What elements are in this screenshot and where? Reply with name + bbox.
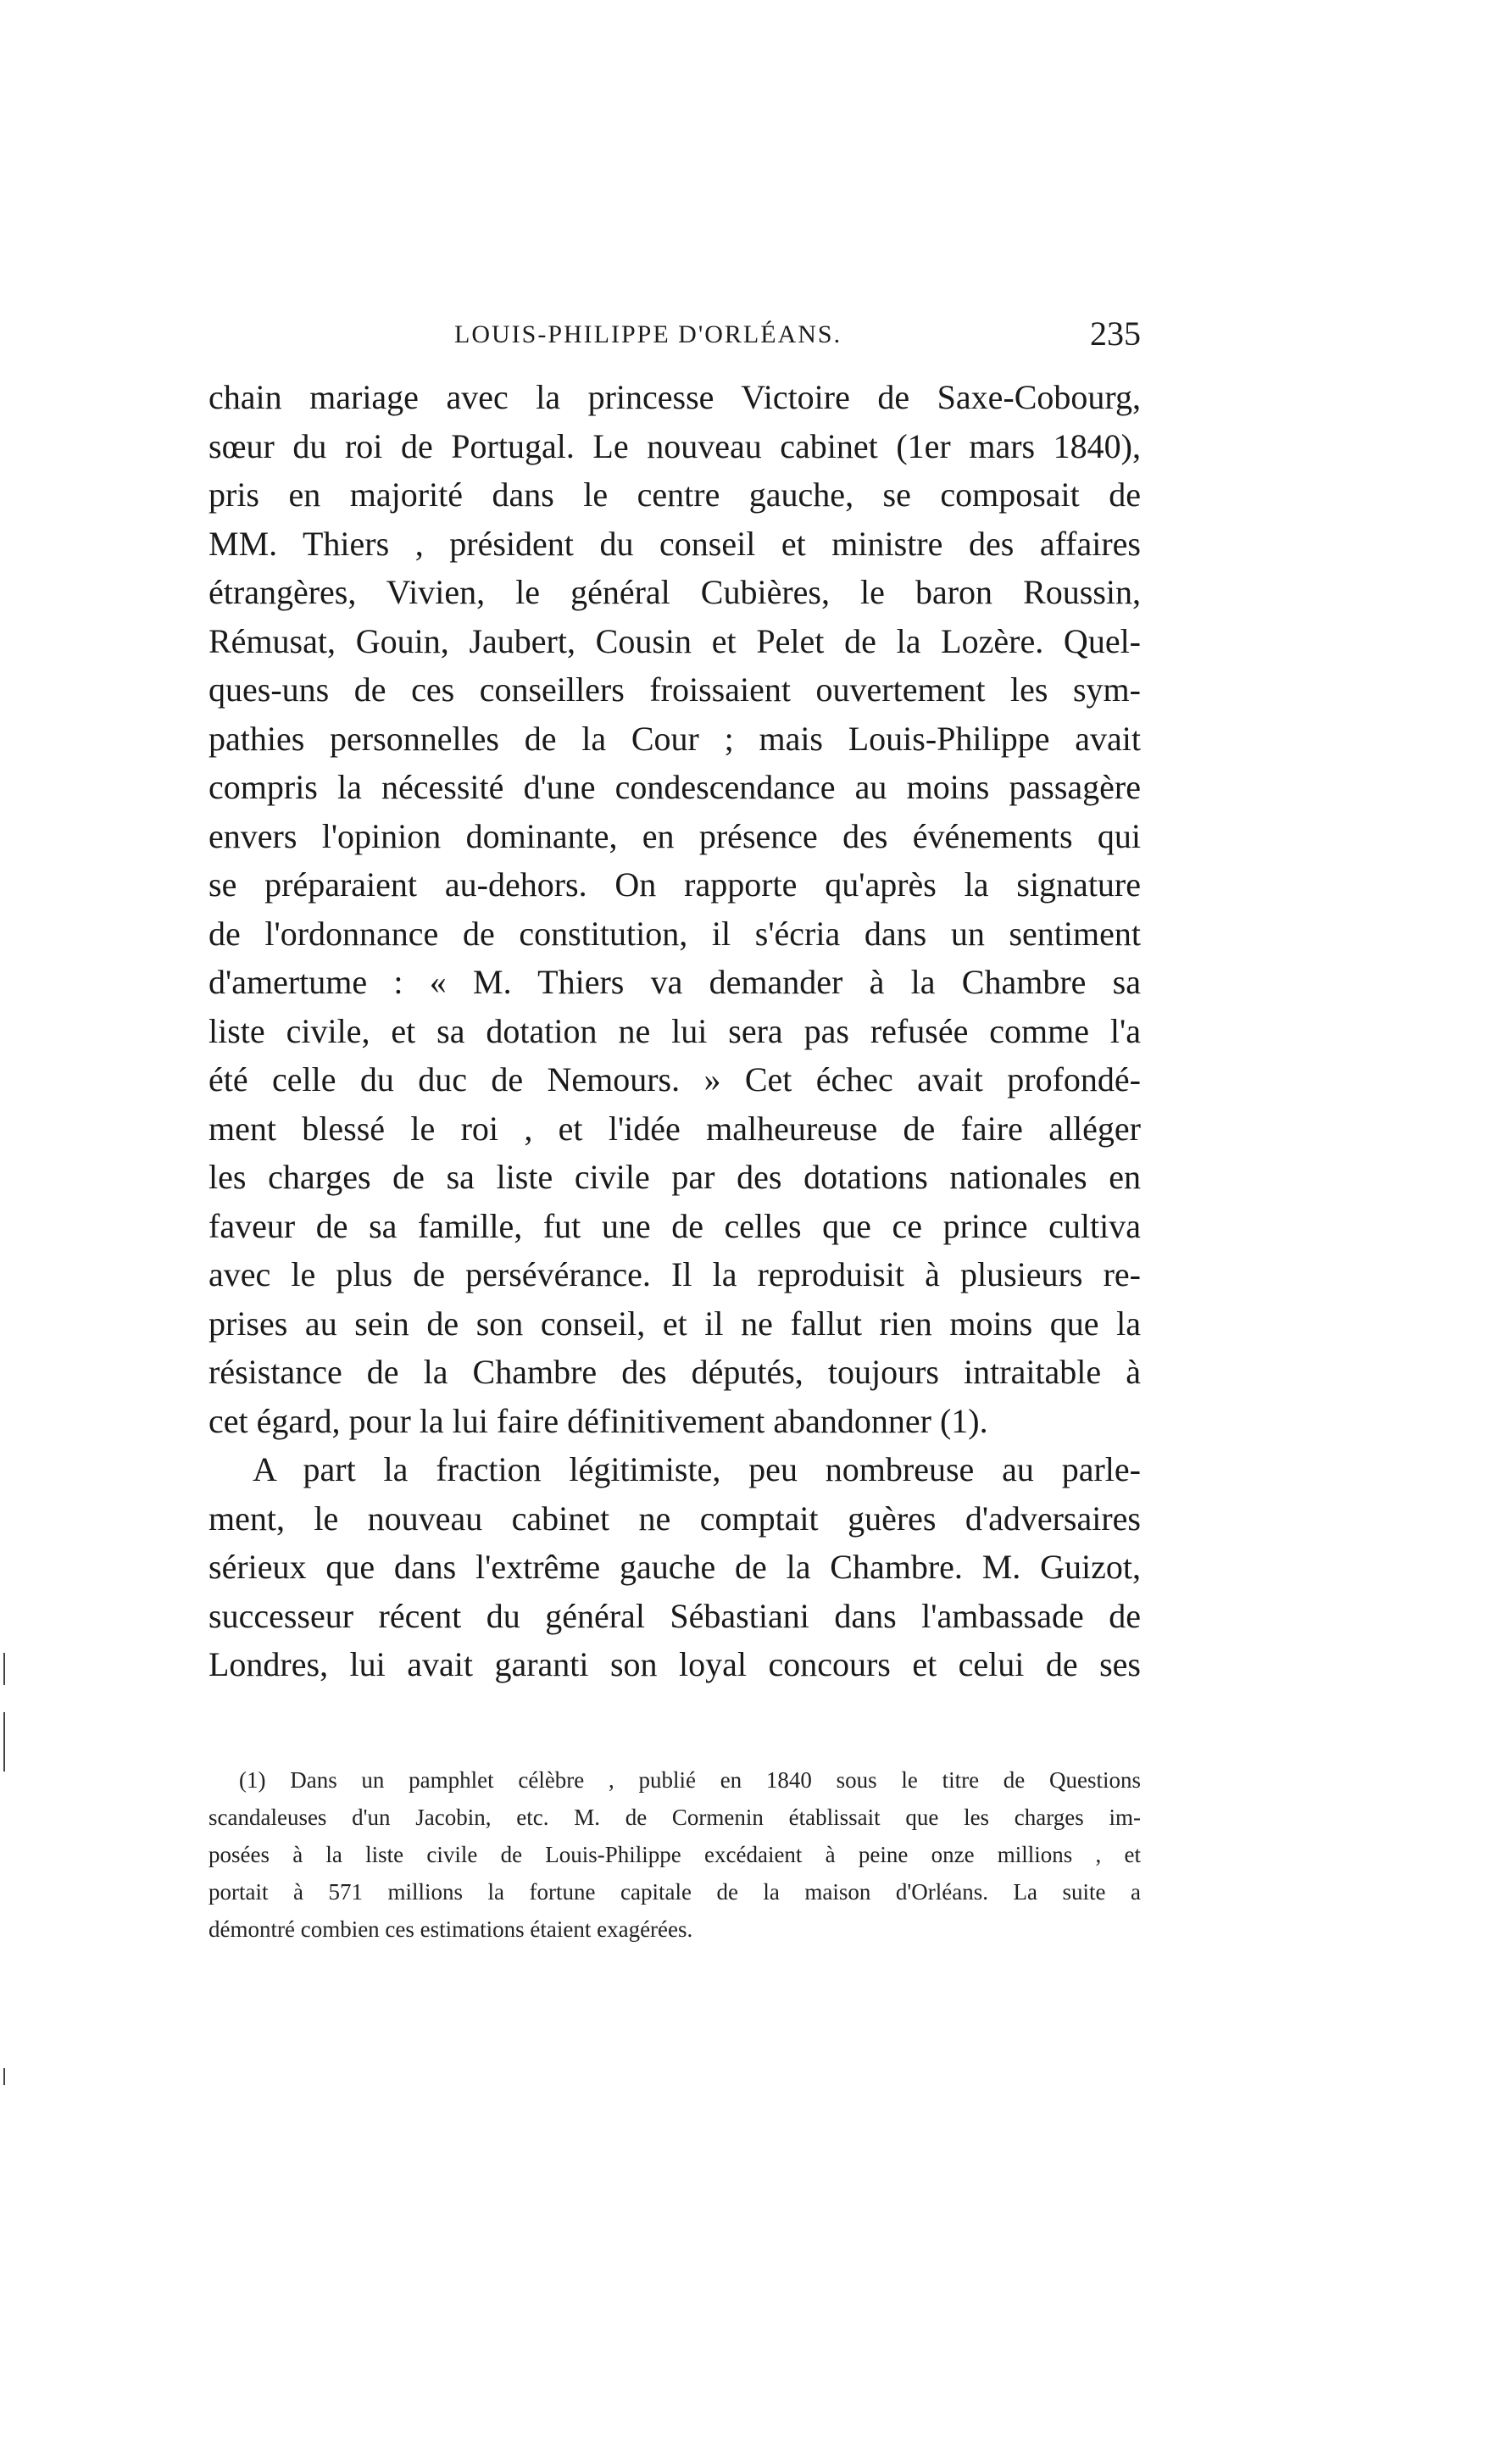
text-line: étrangères, Vivien, le général Cubières, le baron Roussin, xyxy=(208,573,1141,611)
text-line: compris la nécessité d'une condescendance au moins passagère xyxy=(208,768,1141,806)
text-line: MM. Thiers , président du conseil et ministre des affaires xyxy=(208,524,1141,563)
text-line: les charges de sa liste civile par des dotations nationales en xyxy=(208,1158,1141,1196)
text-line: ment, le nouveau cabinet ne comptait guères d'adversaires xyxy=(208,1499,1141,1538)
body-text xyxy=(208,373,1141,1689)
text-line: se préparaient au-dehors. On rapporte qu'après la signature xyxy=(208,865,1141,904)
text-line: sérieux que dans l'extrême gauche de la Chambre. M. Guizot, xyxy=(208,1548,1141,1586)
text-line: A part la fraction légitimiste, peu nombreuse au parle- xyxy=(253,1450,1141,1488)
text-line: de l'ordonnance de constitution, il s'écria dans un sentiment xyxy=(208,914,1141,953)
scan-margin-mark xyxy=(3,1712,5,1772)
running-head xyxy=(208,315,1141,358)
footnote-line: scandaleuses d'un Jacobin, etc. M. de Cormenin établissait que les charges im- xyxy=(208,1805,1141,1830)
scan-margin-mark xyxy=(3,1653,5,1685)
page-number: 235 xyxy=(1090,314,1141,353)
text-line: avec le plus de persévérance. Il la reproduisit à plusieurs re- xyxy=(208,1255,1141,1293)
text-line: été celle du duc de Nemours. » Cet échec avait profondé- xyxy=(208,1060,1141,1099)
footnote xyxy=(208,1761,1141,1948)
scan-margin-mark xyxy=(3,2068,5,2085)
text-line: pris en majorité dans le centre gauche, se composait de xyxy=(208,476,1141,514)
text-line: successeur récent du général Sébastiani dans l'ambassade de xyxy=(208,1596,1141,1635)
text-line: cet égard, pour la lui faire définitivement abandonner (1). xyxy=(208,1401,988,1440)
text-line: Londres, lui avait garanti son loyal concours et celui de ses xyxy=(208,1645,1141,1683)
running-title: LOUIS-PHILIPPE D'ORLÉANS. xyxy=(454,320,842,348)
text-line: pathies personnelles de la Cour ; mais Louis-Philippe avait xyxy=(208,719,1141,758)
text-line: Rémusat, Gouin, Jaubert, Cousin et Pelet de la Lozère. Quel- xyxy=(208,621,1141,660)
text-line: faveur de sa famille, fut une de celles que ce prince cultiva xyxy=(208,1206,1141,1245)
text-line: sœur du roi de Portugal. Le nouveau cabinet (1er mars 1840), xyxy=(208,426,1141,465)
text-line: d'amertume : « M. Thiers va demander à la Chambre sa xyxy=(208,963,1141,1001)
text-line: chain mariage avec la princesse Victoire de Saxe-Cobourg, xyxy=(208,378,1141,416)
text-line: ment blessé le roi , et l'idée malheureuse de faire alléger xyxy=(208,1109,1141,1148)
footnote-line: (1) Dans un pamphlet célèbre , publié en 1840 sous le titre de Questions xyxy=(239,1767,1141,1793)
text-line: prises au sein de son conseil, et il ne fallut rien moins que la xyxy=(208,1304,1141,1343)
text-line: liste civile, et sa dotation ne lui sera pas refusée comme l'a xyxy=(208,1011,1141,1050)
footnote-line: posées à la liste civile de Louis-Philippe excédaient à peine onze millions , et xyxy=(208,1842,1141,1867)
text-line: envers l'opinion dominante, en présence des événements qui xyxy=(208,816,1141,855)
text-line: résistance de la Chambre des députés, toujours intraitable à xyxy=(208,1353,1141,1391)
text-line: ques-uns de ces conseillers froissaient ouvertement les sym- xyxy=(208,670,1141,709)
footnote-line: portait à 571 millions la fortune capitale de la maison d'Orléans. La suite a xyxy=(208,1879,1141,1905)
footnote-line: démontré combien ces estimations étaient exagérées. xyxy=(208,1916,693,1942)
